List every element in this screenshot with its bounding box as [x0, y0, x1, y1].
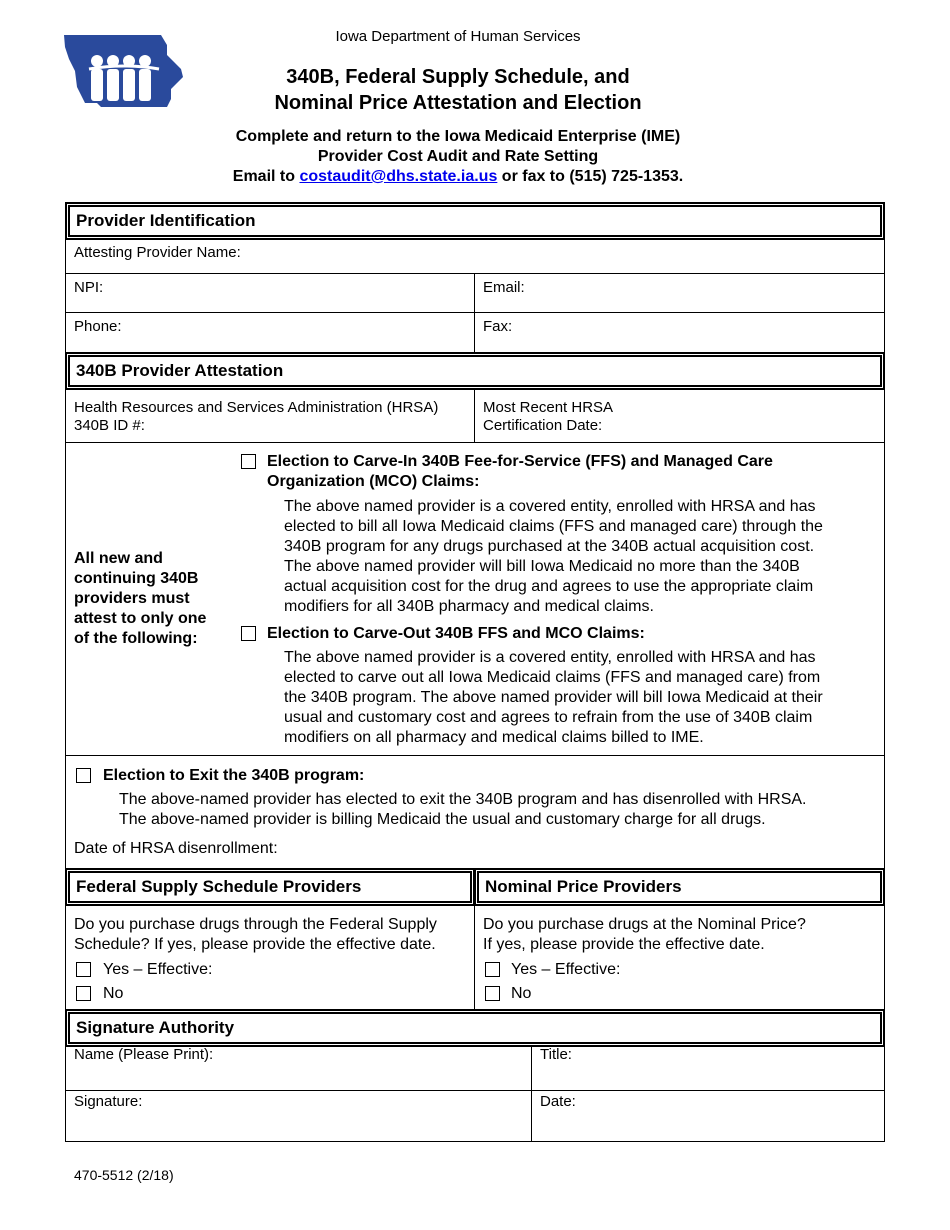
email-label: Email: — [483, 279, 525, 296]
exit-340b-description: The above-named provider has elected to exit the 340B program and has disenrolled with HRSA. The above-named provider is billing Medicaid the usual and customary charge for all drugs. — [119, 791, 807, 828]
fax-label: Fax: — [483, 318, 513, 335]
exit-340b-title: Election to Exit the 340B program: — [103, 767, 365, 784]
date-label: Date: — [540, 1093, 576, 1110]
form-number: 470-5512 (2/18) — [74, 1167, 174, 1183]
attesting-provider-name-label: Attesting Provider Name: — [74, 244, 241, 261]
nominal-heading: Nominal Price Providers — [474, 868, 885, 906]
signature-heading: Signature Authority — [65, 1009, 885, 1047]
carve-out-title: Election to Carve-Out 340B FFS and MCO Claims: — [267, 625, 645, 642]
form-instructions: Complete and return to the Iowa Medicaid Enterprise (IME) Provider Cost Audit and Rate Setting Email to costaudit@dhs.state.ia.us or fax to (515) 725-1353. — [232, 128, 684, 185]
print-name-label: Name (Please Print): — [74, 1046, 214, 1063]
disenrollment-date-label: Date of HRSA disenrollment: — [74, 840, 278, 857]
carve-out-description: The above named provider is a covered entity, enrolled with HRSA and has elected to carve out all Iowa Medicaid claims (FFS and managed care) from the 340B program. The above named provider will bill Iowa Medicaid at their usual and customary cost and agrees to refrain from the use of 340B claim modifiers on all pharmacy and medical claims billed to IME. — [284, 649, 823, 746]
department-name: Iowa Department of Human Services — [335, 28, 581, 45]
phone-label: Phone: — [74, 318, 122, 335]
nominal-no-checkbox[interactable] — [485, 986, 500, 1001]
hrsa-cert-date-label: Most Recent HRSA Certification Date: — [483, 399, 614, 434]
fss-yes-checkbox[interactable] — [76, 962, 91, 977]
nominal-yes-label: Yes – Effective: — [511, 961, 621, 978]
form-body — [65, 202, 885, 1142]
fss-heading: Federal Supply Schedule Providers — [65, 868, 475, 906]
fss-question: Do you purchase drugs through the Federal Supply Schedule? If yes, please provide the effective date. — [74, 916, 437, 953]
form-title: 340B, Federal Supply Schedule, and Nominal Price Attestation and Election — [274, 66, 642, 114]
fss-yes-label: Yes – Effective: — [103, 961, 213, 978]
carve-in-checkbox[interactable] — [241, 454, 256, 469]
exit-340b-checkbox[interactable] — [76, 768, 91, 783]
email-link[interactable]: costaudit@dhs.state.ia.us — [299, 168, 498, 185]
npi-label: NPI: — [74, 279, 104, 296]
fss-no-checkbox[interactable] — [76, 986, 91, 1001]
title-label: Title: — [540, 1046, 572, 1063]
nominal-no-label: No — [511, 985, 532, 1002]
attestation-heading: 340B Provider Attestation — [65, 352, 885, 390]
carve-in-description: The above named provider is a covered entity, enrolled with HRSA and has elected to bill all Iowa Medicaid claims (FFS and managed care) through the 340B program for any drugs purchased at the 340B actual acquisition cost. The above named provider will bill Iowa Medicaid no more than the 340B actual acquisition cost for the drug and agrees to use the appropriate claim modifiers for all 340B pharmacy and medical claims. — [284, 498, 823, 615]
attestation-instruction: All new and continuing 340B providers must attest to only one of the following: — [74, 550, 207, 647]
nominal-yes-checkbox[interactable] — [485, 962, 500, 977]
carve-out-checkbox[interactable] — [241, 626, 256, 641]
signature-label: Signature: — [74, 1093, 143, 1110]
provider-identification-heading: Provider Identification — [65, 202, 885, 240]
carve-in-title: Election to Carve-In 340B Fee-for-Service (FFS) and Managed Care Organization (MCO) Claims: — [267, 453, 773, 490]
nominal-question: Do you purchase drugs at the Nominal Price? If yes, please provide the effective date. — [483, 916, 806, 953]
fss-no-label: No — [103, 985, 124, 1002]
hrsa-id-label: Health Resources and Services Administration (HRSA) 340B ID #: — [74, 399, 439, 434]
